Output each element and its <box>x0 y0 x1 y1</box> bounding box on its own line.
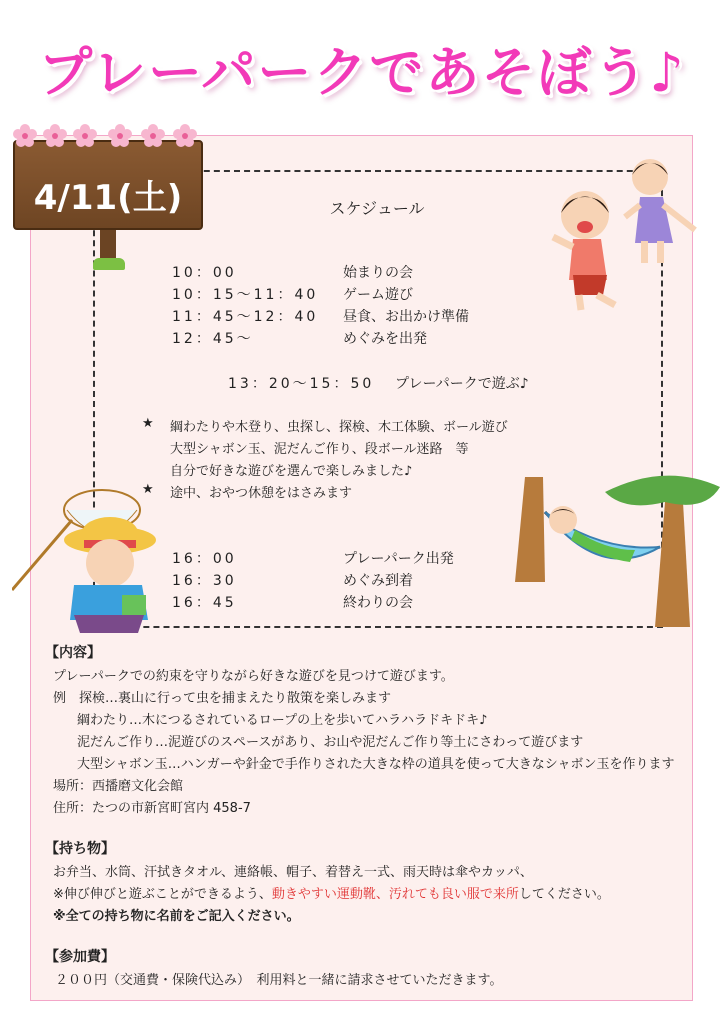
grass-tuft <box>93 258 125 270</box>
belongings-note <box>53 883 610 902</box>
date-sign-text: 4/11(土) <box>33 178 183 218</box>
content-line: 綱わたり…木につるされているロープの上を歩いてハラハラドキドキ♪ <box>77 713 488 728</box>
hammock-illustration <box>505 472 720 632</box>
schedule-event: プレーパーク出発 <box>343 551 454 567</box>
page-title: プレーパークであそぼう♪ <box>38 41 686 104</box>
schedule-event: 始まりの会 <box>343 265 413 281</box>
belongings-note-highlight: 動きやすい運動靴、汚れても良い服で来所 <box>271 887 519 902</box>
main-activity-event: プレーパークで遊ぶ♪ <box>395 376 529 392</box>
schedule-time: 11：45〜12：40 <box>172 309 319 325</box>
schedule-time: 16：30 <box>172 573 237 589</box>
activity-line: 途中、おやつ休憩をはさみます <box>170 486 353 501</box>
belongings-heading: 【持ち物】 <box>45 841 115 857</box>
star-icon: ★ <box>142 416 154 431</box>
content-line: 例 探検…裏山に行って虫を捕まえたり散策を楽しみます <box>53 691 392 706</box>
schedule-time: 12：45〜 <box>172 331 254 347</box>
fee-heading: 【参加費】 <box>45 949 115 965</box>
star-icon: ★ <box>142 482 154 497</box>
activity-line: 大型シャボン玉、泥だんご作り、段ボール迷路 等 <box>170 442 469 457</box>
content-line: 大型シャボン玉…ハンガーや針金で手作りされた大きな枠の道具を使って大きなシャボン玉を作ります <box>77 757 675 772</box>
sleeping-child-icon <box>549 506 577 534</box>
schedule-time: 16：00 <box>172 551 237 567</box>
activity-line: 自分で好きな遊びを選んで楽しみました♪ <box>170 464 413 479</box>
blossom-icon <box>42 123 68 149</box>
belongings-note-pre: ※伸び伸びと遊ぶことができるよう、 <box>53 887 272 902</box>
blossom-icon <box>12 123 38 149</box>
activity-line: 綱わたりや木登り、虫探し、探検、木工体験、ボール遊び <box>170 420 508 435</box>
content-line: プレーパークでの約束を守りながら好きな遊びを見つけて遊びます。 <box>53 669 454 684</box>
belongings-name-note: ※全ての持ち物に名前をご記入ください。 <box>53 909 300 924</box>
belongings-line: お弁当、水筒、汗拭きタオル、連絡帳、帽子、着替え一式、雨天時は傘やカッパ、 <box>53 865 533 880</box>
address-line: 住所：たつの市新宮町宮内 458-7 <box>53 801 251 816</box>
schedule-event: めぐみを出発 <box>343 331 427 347</box>
schedule-time: 10：15〜11：40 <box>172 287 319 303</box>
content-line: 泥だんご作り…泥遊びのスペースがあり、お山や泥だんご作り等土にさわって遊びます <box>77 735 584 750</box>
schedule-event: 昼食、お出かけ準備 <box>343 309 469 325</box>
belongings-note-post: してください。 <box>518 887 610 902</box>
schedule-time: 10：00 <box>172 265 237 281</box>
schedule-time: 16：45 <box>172 595 237 611</box>
cherry-blossoms <box>12 123 202 153</box>
blossom-icon <box>172 123 198 149</box>
main-activity-time: 13：20〜15：50 <box>228 376 375 392</box>
schedule-heading: スケジュール <box>329 199 425 218</box>
location-line: 場所：西播磨文化会館 <box>53 779 184 794</box>
content-heading: 【内容】 <box>45 645 101 661</box>
schedule-event: めぐみ到着 <box>343 573 413 589</box>
boy-with-net-illustration <box>12 485 172 635</box>
blossom-icon <box>72 123 98 149</box>
schedule-event: ゲーム遊び <box>343 287 413 303</box>
fee-line: ２００円（交通費・保険代込み） 利用料と一緒に請求させていただきます。 <box>55 973 503 988</box>
blossom-icon <box>140 123 166 149</box>
blossom-icon <box>107 123 133 149</box>
schedule-event: 終わりの会 <box>343 595 413 611</box>
running-children-illustration <box>545 155 710 315</box>
